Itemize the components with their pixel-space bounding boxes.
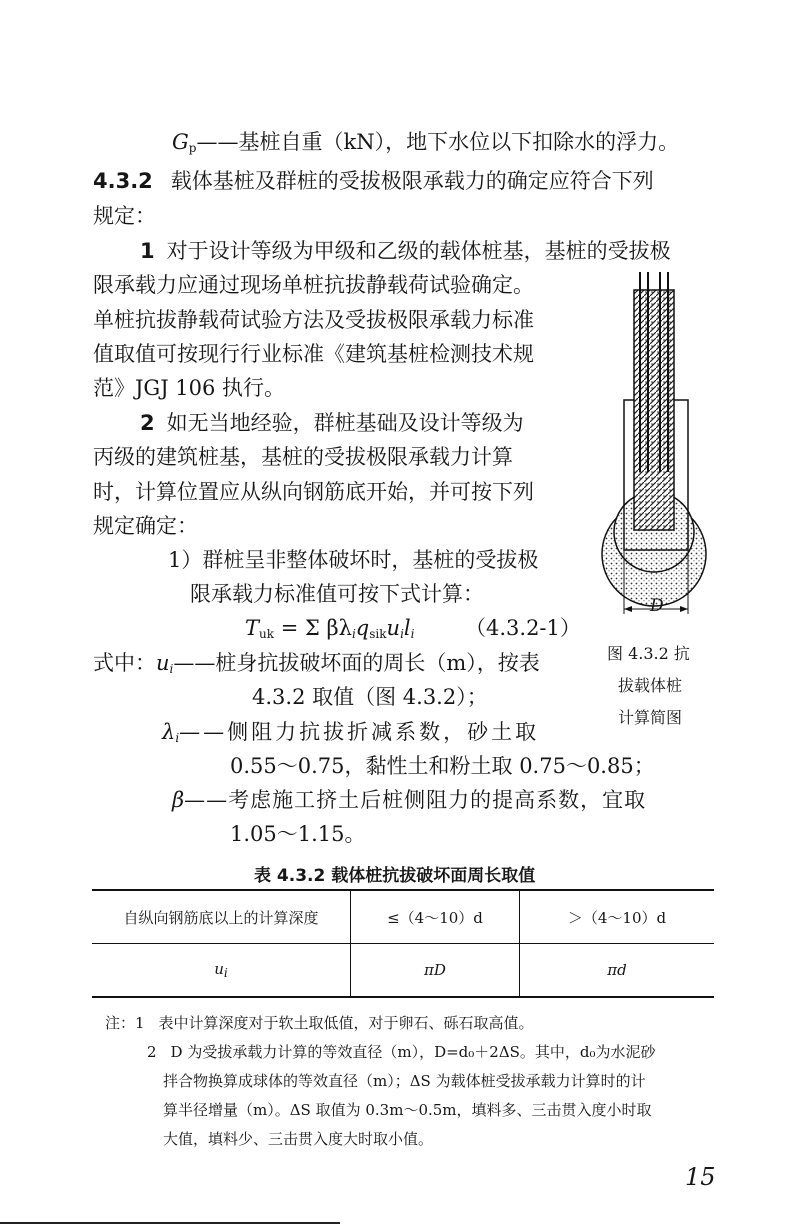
para1-line4: 值取值可按现行行业标准《建筑基桩检测技术规 <box>93 342 534 366</box>
perimeter-table <box>92 889 714 998</box>
note-2-line3: 算半径增量（m）。ΔS 取值为 0.3m～0.5m，填料多、三击贯入度小时取 <box>163 1101 652 1119</box>
para1-line5: 范》JGJ 106 执行。 <box>93 376 286 400</box>
item1-line1: 1）群桩呈非整体破坏时，基桩的受拔极 <box>168 548 539 572</box>
table-title: 表 4.3.2 载体桩抗拔破坏面周长取值 <box>254 866 536 886</box>
para1-line1: 1 对于设计等级为甲级和乙级的载体桩基，基桩的受拔极 <box>140 239 671 263</box>
pile-diagram-figure <box>590 272 720 617</box>
table-cell: πd <box>520 944 715 998</box>
para1-line3: 单桩抗拔静载荷试验方法及受拔极限承载力标准 <box>93 308 534 332</box>
item1-line2: 限承载力标准值可按下式计算： <box>190 582 484 606</box>
page-number: 15 <box>685 1163 716 1191</box>
table-header-row <box>92 890 714 944</box>
para1-line2: 限承载力应通过现场单桩抗拔静载荷试验确定。 <box>93 273 534 297</box>
formula-number: （4.3.2-1） <box>465 616 581 640</box>
figure-caption-line3: 计算简图 <box>618 708 683 727</box>
table-header-cell: ≤（4～10）d <box>351 890 520 944</box>
figure-caption-line1: 图 4.3.2 抗 <box>607 644 690 663</box>
table-header-cell: ＞（4～10）d <box>520 890 715 944</box>
gp-definition: $G_p——$基桩自重（kN），地下水位以下扣除水的浮力。 <box>172 130 680 155</box>
lambda-definition-line2: 0.55～0.75，黏性土和粉土取 0.75～0.85； <box>230 754 655 778</box>
beta-definition-line1: β——考虑施工挤土后桩侧阻力的提高系数，宜取 <box>172 788 647 812</box>
table-header-cell: 自纵向钢筋底以上的计算深度 <box>92 890 351 944</box>
para2-line4: 规定确定： <box>93 514 198 538</box>
figure-caption-line2: 拔载体桩 <box>618 676 683 695</box>
formula-4-3-2-1: $T_{uk} = \Sigma$ $\beta\lambda_iq_{sik}u_il_i$ <box>245 616 415 641</box>
note-2-line1: 2 D 为受拔承载力计算的等效直径（m），D=d₀＋2ΔS。其中，d₀为水泥砂 <box>147 1043 656 1061</box>
para2-line1: 2 如无当地经验，群桩基础及设计等级为 <box>140 411 524 435</box>
table-cell: $u_i$ <box>92 944 351 998</box>
ui-definition-line2: 4.3.2 取值（图 4.3.2）； <box>252 685 488 709</box>
para2-line3: 时，计算位置应从纵向钢筋底开始，并可按下列 <box>93 480 534 504</box>
note-2-line4: 大值，填料少、三击贯入度大时取小值。 <box>163 1130 434 1148</box>
section-4-3-2-heading: 4.3.2 载体基桩及群桩的受拔极限承载力的确定应符合下列 <box>93 169 654 193</box>
note-1: 注：1 表中计算深度对于软土取低值，对于卵石、砾石取高值。 <box>105 1014 534 1032</box>
table-cell: πD <box>351 944 520 998</box>
ui-definition-line1: 式中：$u_i——$桩身抗拔破坏面的周长（m），按表 <box>93 651 540 676</box>
section-number: 4.3.2 <box>93 169 153 193</box>
section-line2: 规定： <box>93 204 156 228</box>
beta-definition-line2: 1.05～1.15。 <box>230 822 366 846</box>
table-row <box>92 944 714 998</box>
dimension-label-d: D <box>650 596 664 616</box>
para2-line2: 丙级的建筑桩基，基桩的受拔极限承载力计算 <box>93 445 513 469</box>
note-2-line2: 拌合物换算成球体的等效直径（m）；ΔS 为载体桩受拔承载力计算时的计 <box>163 1072 646 1090</box>
lambda-definition-line1: $\lambda_i——$侧阻力抗拔折减系数，砂土取 <box>162 720 540 745</box>
bottom-rule <box>0 1222 340 1224</box>
